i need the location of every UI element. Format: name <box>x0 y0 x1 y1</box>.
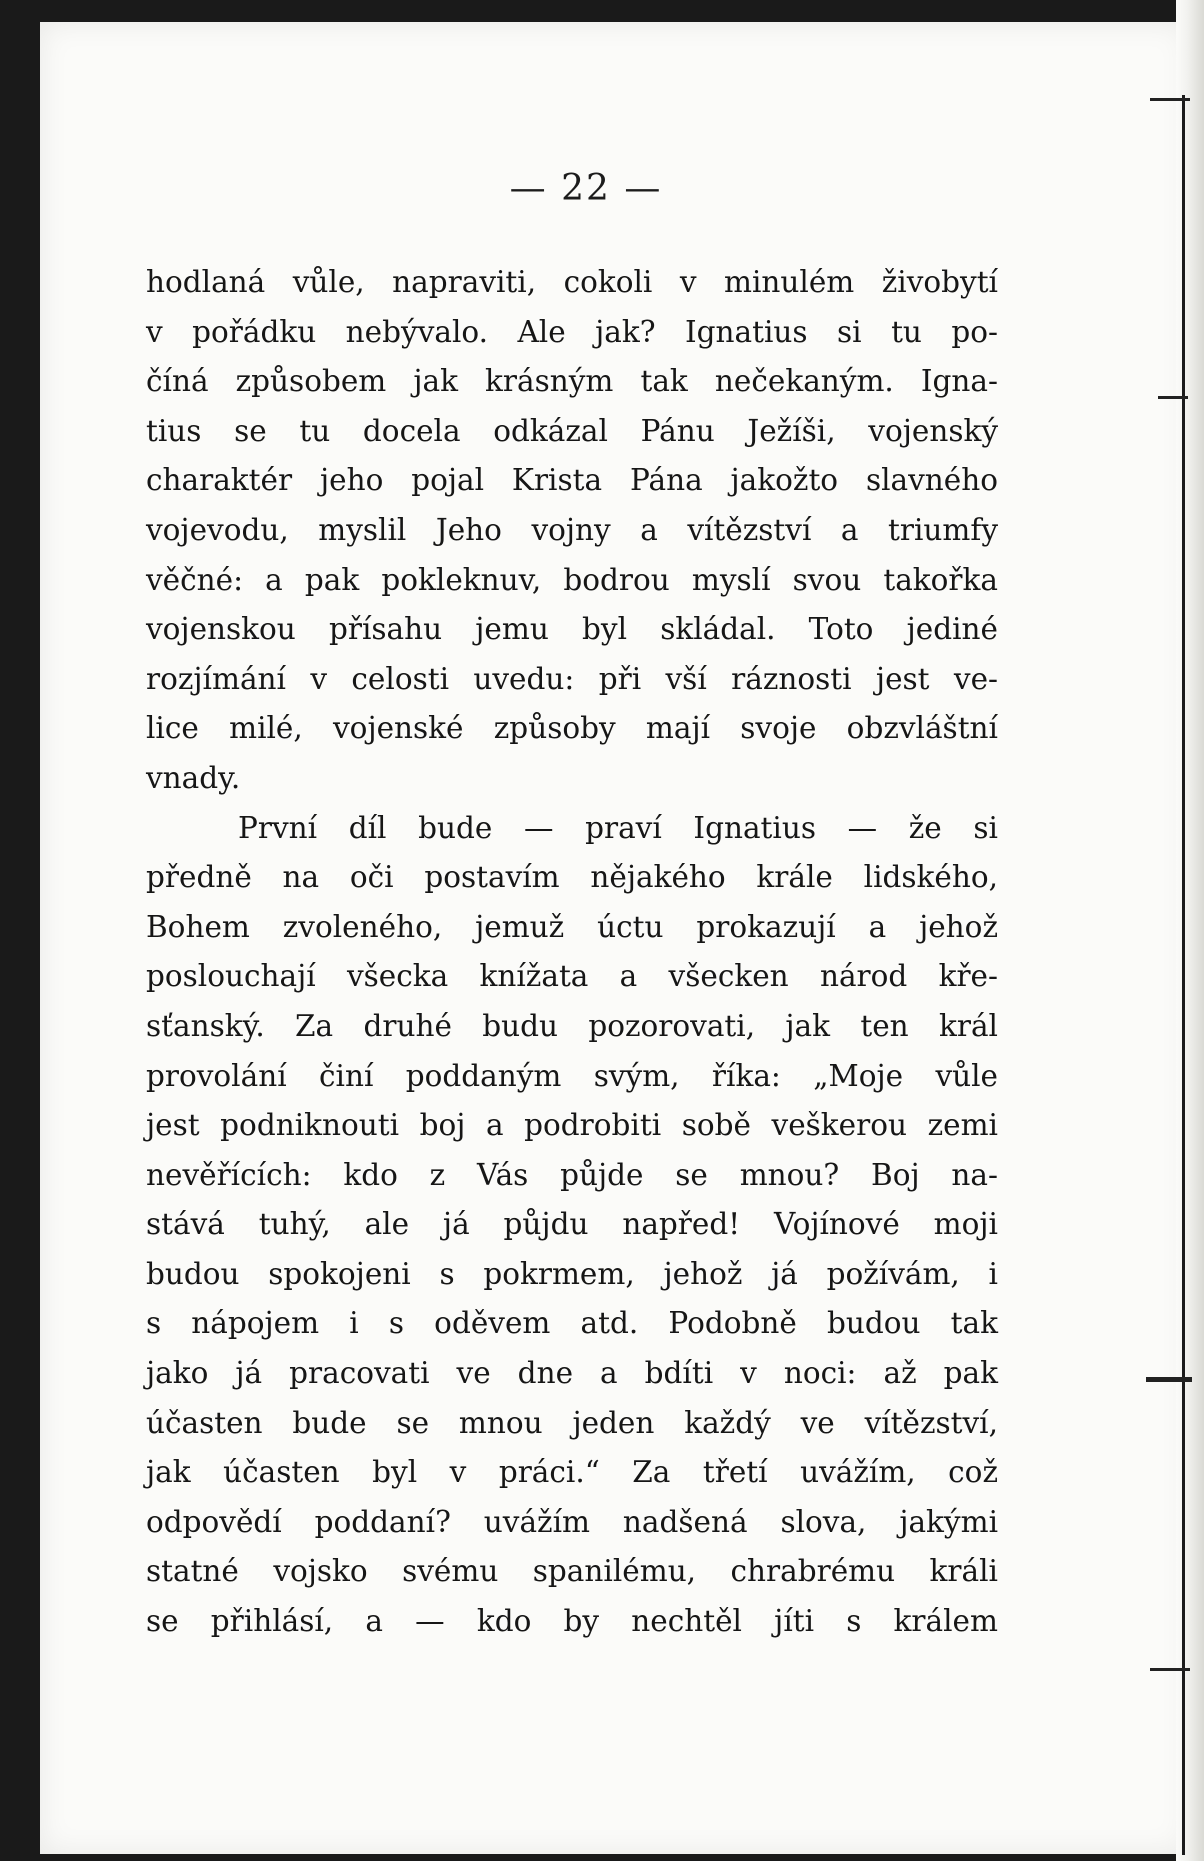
text-line: věčné: a pak pokleknuv, bodrou myslí svou takořka <box>146 562 998 597</box>
text-line: nevěřících: kdo z Vás půjde se mnou? Boj na- <box>146 1157 998 1192</box>
text-line: provolání činí poddaným svým, říka: „Moje vůle <box>146 1058 998 1093</box>
text-line: stává tuhý, ale já půjdu napřed! Vojínové moji <box>146 1207 998 1242</box>
edge-mark <box>1146 1377 1192 1382</box>
text-line: vojenskou přísahu jemu byl skládal. Toto jediné <box>146 612 998 647</box>
text-line: vojevodu, myslil Jeho vojny a vítězství a triumfy <box>146 512 998 547</box>
text-line: se přihlásí, a — kdo by nechtěl jíti s králem <box>146 1604 998 1639</box>
text-line: vnady. <box>146 760 241 795</box>
text-line: jak účasten byl v práci.“ Za třetí uvážím, což <box>146 1455 998 1490</box>
binding-edge-line <box>1182 95 1185 1855</box>
text-line: poslouchají všecka knížata a všecken národ kře- <box>146 959 998 994</box>
text-line: hodlaná vůle, napraviti, cokoli v minulém živobytí <box>146 265 998 299</box>
text-line: charaktér jeho pojal Krista Pána jakožto slavného <box>146 463 998 498</box>
text-line: Bohem zvoleného, jemuž úctu prokazují a jehož <box>146 909 998 944</box>
text-line: předně na oči postavím nějakého krále lidského, <box>146 860 998 895</box>
text-line: statné vojsko svému spanilému, chrabrému králi <box>146 1554 998 1589</box>
text-line: jest podniknouti boj a podrobiti sobě veškerou zemi <box>146 1108 998 1143</box>
body-text <box>146 258 998 1647</box>
text-line: sťanský. Za druhé budu pozorovati, jak ten král <box>146 1008 998 1043</box>
text-line: budou spokojeni s pokrmem, jehož já požívám, i <box>146 1256 998 1291</box>
text-line: s nápojem i s oděvem atd. Podobně budou tak <box>146 1306 998 1341</box>
text-line: tius se tu docela odkázal Pánu Ježíši, vojenský <box>146 413 998 448</box>
text-line: odpovědí poddaní? uvážím nadšená slova, jakými <box>146 1504 998 1539</box>
text-line: První díl bude — praví Ignatius — že si <box>238 810 998 845</box>
text-line: číná způsobem jak krásným tak nečekaným. Igna- <box>146 364 998 399</box>
text-line: lice milé, vojenské způsoby mají svoje obzvláštní <box>146 711 998 746</box>
text-line: rozjímání v celosti uvedu: při vší ráznosti jest ve- <box>146 661 998 696</box>
text-line: účasten bude se mnou jeden každý ve vítězství, <box>146 1405 998 1440</box>
page-number: — 22 — <box>509 168 663 209</box>
edge-mark <box>1150 1668 1190 1671</box>
text-line: v pořádku nebývalo. Ale jak? Ignatius si tu po- <box>146 314 998 349</box>
text-line: jako já pracovati ve dne a bdíti v noci: až pak <box>146 1356 998 1391</box>
page-edge <box>1176 0 1204 1861</box>
edge-mark <box>1158 396 1188 399</box>
edge-mark <box>1150 98 1190 101</box>
